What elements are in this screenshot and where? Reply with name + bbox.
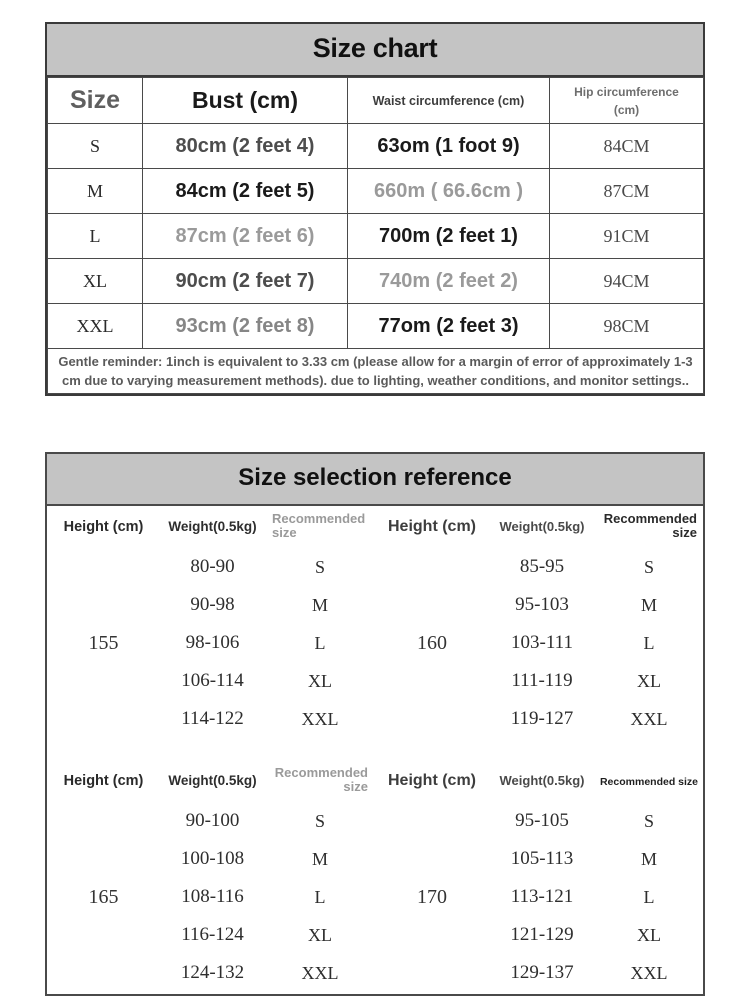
cell-bust-value: 80cm (2 feet 4) [175,134,315,157]
header-weight-right-label: Weight(0.5kg) [499,519,585,534]
recommended-size-value: M [311,848,328,869]
reminder-row [48,349,704,394]
recommended-size-value: L [643,886,655,907]
size-reference-card [45,452,705,996]
reference-header-row-1 [47,506,703,548]
cell-size [48,259,143,304]
size-reference-title: Size selection reference [238,464,512,491]
header-height-right-2 [375,760,489,802]
recommended-size-value: L [314,632,326,653]
column-header-bust-label: Bust (cm) [191,87,299,113]
cell-weight [489,662,595,700]
block-separator-cell [47,738,703,760]
weight-value: 95-103 [515,594,569,615]
column-header-waist-label: Waist circumference (cm) [372,93,525,108]
cell-recommended-size [265,878,375,916]
cell-recommended-size [265,840,375,878]
cell-height-160 [375,548,489,738]
size-chart-head [48,78,704,124]
weight-value: 108-116 [181,886,244,907]
header-recommended-right [595,506,703,548]
cell-recommended-size [595,878,703,916]
cell-recommended-size [265,954,375,992]
header-weight-left-2-label: Weight(0.5kg) [168,773,257,788]
recommended-size-value: S [314,556,325,577]
cell-waist-value: 77om (2 feet 3) [378,314,519,337]
cell-weight [489,586,595,624]
cell-recommended-size [265,802,375,840]
cell-bust [143,304,348,349]
recommended-size-value: XL [308,670,332,691]
cell-size [48,124,143,169]
column-header-hip-line1: Hip circumference [574,84,679,99]
cell-size [48,169,143,214]
recommended-size-value: XL [308,924,332,945]
cell-recommended-size [265,916,375,954]
column-header-size [48,78,143,124]
table-row [48,259,704,304]
cell-weight [160,878,265,916]
cell-height-155 [47,548,160,738]
header-weight-left [160,506,265,548]
cell-size [48,214,143,259]
cell-weight [160,624,265,662]
cell-recommended-size [595,954,703,992]
header-height-right [375,506,489,548]
cell-recommended-size [265,624,375,662]
cell-waist [348,124,550,169]
cell-bust [143,169,348,214]
height-value: 165 [88,885,119,908]
cell-height-170 [375,802,489,992]
weight-value: 113-121 [510,886,574,907]
header-weight-left-label: Weight(0.5kg) [168,519,257,534]
cell-hip-value: 87CM [603,180,650,201]
recommended-size-value: XL [637,670,661,691]
header-height-left-label: Height (cm) [63,519,144,535]
cell-hip [550,304,704,349]
header-height-left [47,506,160,548]
column-header-size-label: Size [69,86,121,114]
cell-bust [143,124,348,169]
block-separator [47,738,703,760]
table-row [47,802,703,840]
header-recommended-left-2-line2: size [343,779,368,795]
weight-value: 121-129 [510,924,574,945]
cell-waist [348,304,550,349]
cell-weight [160,840,265,878]
cell-recommended-size [595,586,703,624]
header-recommended-left-line2: size [272,525,297,541]
weight-value: 100-108 [180,848,245,869]
height-value: 155 [88,631,119,654]
recommended-size-value: S [314,810,325,831]
cell-recommended-size [595,840,703,878]
gentle-reminder-text: Gentle reminder: 1inch is equivalent to 3.33 cm (please allow for a margin of error of approximately 1-3 cm due to varying measurement methods). due to lighting, weather conditions, and monitor settings.. [58,353,693,388]
header-height-right-label: Height (cm) [388,518,476,535]
cell-hip-value: 98CM [603,315,650,336]
weight-value: 124-132 [180,962,245,983]
cell-weight [489,700,595,738]
cell-waist-value: 700m (2 feet 1) [379,224,518,247]
header-height-left-2 [47,760,160,802]
header-recommended-right-2 [595,760,703,802]
size-reference-title-bar [47,454,703,506]
recommended-size-value: L [643,632,655,653]
recommended-size-value: XXL [630,962,668,983]
header-recommended-right-2-label: Recommended size [599,776,699,788]
weight-value: 90-100 [185,810,240,831]
weight-value: 116-124 [181,924,244,945]
cell-bust-value: 87cm (2 feet 6) [175,224,315,247]
header-recommended-left-line1: Recommended [272,510,366,526]
cell-size-value: S [89,135,100,156]
cell-weight [160,954,265,992]
cell-weight [160,662,265,700]
cell-weight [160,548,265,586]
cell-hip [550,169,704,214]
cell-weight [489,548,595,586]
cell-waist [348,169,550,214]
header-height-left-2-label: Height (cm) [63,773,144,789]
weight-value: 95-105 [515,810,569,831]
header-weight-right-2-label: Weight(0.5kg) [499,773,585,788]
size-chart-title: Size chart [312,33,438,63]
header-recommended-right-line1: Recommended [603,510,697,526]
cell-height-165 [47,802,160,992]
size-reference-table-top [47,506,703,992]
weight-value: 105-113 [510,848,574,869]
recommended-size-value: M [640,594,657,615]
cell-bust [143,214,348,259]
cell-recommended-size [595,662,703,700]
cell-hip [550,124,704,169]
weight-value: 129-137 [510,962,574,983]
column-header-hip-label [574,85,679,117]
weight-value: 98-106 [185,632,240,653]
size-chart-card [45,22,705,396]
cell-weight [489,916,595,954]
header-recommended-left-2-line1: Recommended [274,764,368,780]
header-recommended-left-2-label [272,766,368,795]
table-row [48,124,704,169]
recommended-size-value: XXL [301,962,339,983]
cell-weight [160,916,265,954]
header-recommended-left-2 [265,760,375,802]
height-value: 160 [417,631,447,654]
weight-value: 114-122 [181,708,244,729]
header-recommended-right-line2: size [672,525,697,541]
weight-value: 103-111 [511,632,573,653]
recommended-size-value: XL [637,924,661,945]
cell-hip [550,259,704,304]
height-value: 170 [417,885,447,908]
recommended-size-value: M [640,848,657,869]
header-weight-left-2 [160,760,265,802]
header-recommended-left-label [272,512,368,541]
cell-weight [489,954,595,992]
weight-value: 80-90 [190,556,235,577]
recommended-size-value: M [311,594,328,615]
weight-value: 85-95 [519,556,565,577]
table-row [48,304,704,349]
cell-size-value: XXL [76,315,114,336]
column-header-hip [550,78,704,124]
cell-weight [489,624,595,662]
cell-waist-value: 740m (2 feet 2) [379,269,518,292]
cell-weight [489,878,595,916]
cell-recommended-size [595,624,703,662]
recommended-size-value: XXL [630,708,668,729]
cell-weight [160,802,265,840]
size-chart-title-bar [47,24,703,77]
cell-bust [143,259,348,304]
cell-size-value: M [86,180,103,201]
header-recommended-right-label [601,512,697,541]
cell-weight [160,586,265,624]
cell-hip-value: 94CM [603,270,650,291]
cell-weight [160,700,265,738]
column-header-waist [348,78,550,124]
table-row [48,214,704,259]
cell-recommended-size [265,548,375,586]
cell-size-value: XL [83,270,107,291]
cell-recommended-size [265,700,375,738]
reminder-cell [48,349,704,394]
table-row [47,548,703,586]
cell-weight [489,802,595,840]
cell-bust-value: 84cm (2 feet 5) [175,179,315,202]
weight-value: 111-119 [511,670,573,691]
size-chart-body [48,124,704,394]
cell-hip-value: 91CM [603,225,650,246]
cell-bust-value: 93cm (2 feet 8) [175,314,315,337]
size-chart-table [47,77,704,394]
column-header-hip-line2: (cm) [613,102,640,117]
cell-size [48,304,143,349]
cell-waist [348,214,550,259]
table-row [48,169,704,214]
cell-recommended-size [265,586,375,624]
cell-recommended-size [265,662,375,700]
weight-value: 90-98 [190,594,235,615]
cell-hip [550,214,704,259]
size-chart-header-row [48,78,704,124]
cell-waist [348,259,550,304]
cell-recommended-size [595,548,703,586]
recommended-size-value: S [643,556,654,577]
weight-value: 119-127 [510,708,574,729]
cell-recommended-size [595,700,703,738]
recommended-size-value: L [314,886,326,907]
header-weight-right-2 [489,760,595,802]
recommended-size-value: S [643,810,654,831]
weight-value: 106-114 [181,670,244,691]
cell-hip-value: 84CM [603,135,650,156]
header-recommended-left [265,506,375,548]
cell-waist-value: 660m ( 66.6cm ) [374,179,523,202]
reference-header-row-2 [47,760,703,802]
header-height-right-2-label: Height (cm) [388,772,476,789]
cell-bust-value: 90cm (2 feet 7) [175,269,315,292]
recommended-size-value: XXL [301,708,339,729]
cell-size-value: L [89,225,101,246]
cell-recommended-size [595,916,703,954]
cell-waist-value: 63om (1 foot 9) [377,134,520,157]
header-weight-right [489,506,595,548]
cell-weight [489,840,595,878]
column-header-bust [143,78,348,124]
cell-recommended-size [595,802,703,840]
